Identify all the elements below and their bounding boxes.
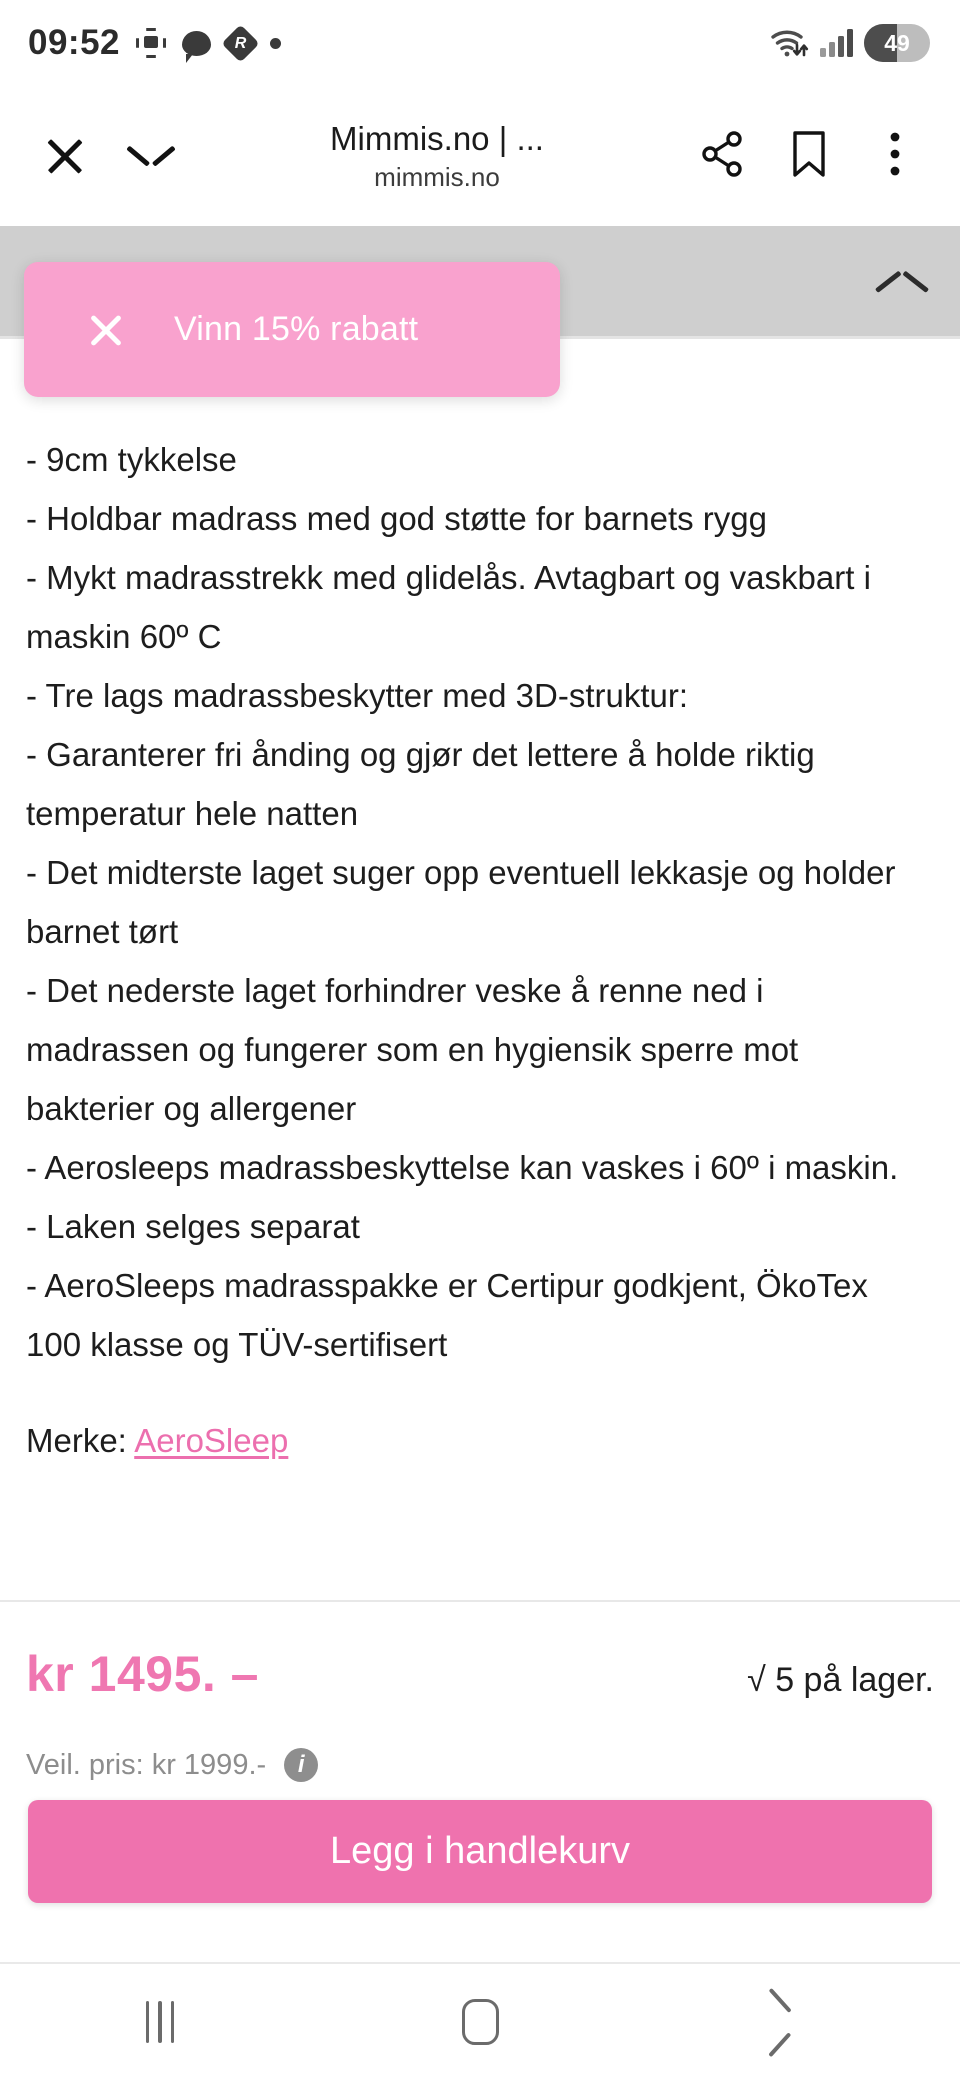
current-price: kr 1495. – bbox=[26, 1646, 259, 1702]
status-bar-left bbox=[28, 23, 281, 63]
description-line: - Mykt madrasstrekk med glidelås. Avtagbart og vaskbart i maskin 60º C bbox=[26, 559, 871, 655]
back-icon bbox=[785, 1999, 815, 2045]
description-line: - Aerosleeps madrassbeskyttelse kan vaskes i 60º i maskin. bbox=[26, 1149, 899, 1186]
close-tab-button[interactable] bbox=[22, 113, 108, 199]
description-line: - Laken selges separat bbox=[26, 1208, 360, 1245]
brand-label: Merke: bbox=[26, 1422, 127, 1459]
description-line: - Holdbar madrass med god støtte for barnets rygg bbox=[26, 500, 767, 537]
share-button[interactable] bbox=[680, 113, 766, 199]
android-navigation-bar bbox=[0, 1962, 960, 2080]
more-menu-button[interactable] bbox=[852, 113, 938, 199]
bookmark-button[interactable] bbox=[766, 113, 852, 199]
description-line: - Garanterer fri ånding og gjør det lettere å holde riktig temperatur hele natten bbox=[26, 736, 815, 832]
home-icon bbox=[462, 1999, 499, 2045]
screen-capture-icon bbox=[136, 28, 166, 58]
recents-button[interactable] bbox=[70, 1963, 250, 2080]
chevron-down-icon bbox=[129, 143, 173, 169]
brand-row bbox=[26, 1418, 932, 1464]
status-bar-clock: 09:52 bbox=[28, 23, 121, 62]
page-domain: mimmis.no bbox=[374, 162, 500, 192]
price-row bbox=[0, 1645, 960, 1703]
recents-icon bbox=[146, 2001, 175, 2043]
page-title-block[interactable] bbox=[194, 118, 680, 194]
browser-toolbar bbox=[0, 86, 960, 226]
collapse-button[interactable] bbox=[108, 113, 194, 199]
info-icon[interactable]: i bbox=[284, 1748, 318, 1782]
description-line: - 9cm tykkelse bbox=[26, 441, 237, 478]
status-bar-right bbox=[771, 24, 930, 62]
rrp-row bbox=[26, 1748, 318, 1782]
status-bar bbox=[0, 0, 960, 86]
description-line: - AeroSleeps madrasspakke er Certipur godkjent, ÖkoTex 100 klasse og TÜV-sertifisert bbox=[26, 1267, 868, 1363]
battery-indicator bbox=[864, 24, 930, 62]
description-line: - Det nederste laget forhindrer veske å renne ned i madrassen og fungerer som en hygiensik sperre mot bakterier og allergener bbox=[26, 972, 799, 1127]
wifi-icon bbox=[771, 28, 809, 58]
brand-link[interactable]: AeroSleep bbox=[134, 1422, 289, 1459]
back-button[interactable] bbox=[710, 1963, 890, 2080]
stock-status: √ 5 på lager. bbox=[747, 1661, 934, 1699]
home-button[interactable] bbox=[390, 1963, 570, 2080]
price-divider bbox=[0, 1600, 960, 1602]
app-diamond-icon bbox=[221, 24, 259, 62]
page-title: Mimmis.no | ... bbox=[330, 120, 544, 157]
promo-banner-label: Vinn 15% rabatt bbox=[174, 310, 419, 348]
chevron-up-icon[interactable] bbox=[878, 267, 926, 295]
bookmark-icon bbox=[791, 130, 827, 183]
signal-bars-icon bbox=[820, 29, 853, 57]
description-line: - Det midterste laget suger opp eventuell lekkasje og holder barnet tørt bbox=[26, 854, 896, 950]
close-icon[interactable] bbox=[86, 310, 126, 350]
share-icon bbox=[701, 131, 745, 182]
product-description-body bbox=[0, 430, 960, 1464]
promo-banner[interactable] bbox=[24, 262, 560, 397]
dot-icon bbox=[270, 38, 281, 49]
chat-bubble-icon bbox=[182, 31, 211, 56]
close-icon bbox=[43, 134, 87, 178]
recommended-price: Veil. pris: kr 1999.- bbox=[26, 1748, 267, 1781]
battery-level-label: 49 bbox=[884, 30, 910, 56]
add-to-cart-button[interactable]: Legg i handlekurv bbox=[28, 1800, 932, 1903]
description-line: - Tre lags madrassbeskytter med 3D-struktur: bbox=[26, 677, 689, 714]
more-vertical-icon bbox=[889, 130, 901, 183]
